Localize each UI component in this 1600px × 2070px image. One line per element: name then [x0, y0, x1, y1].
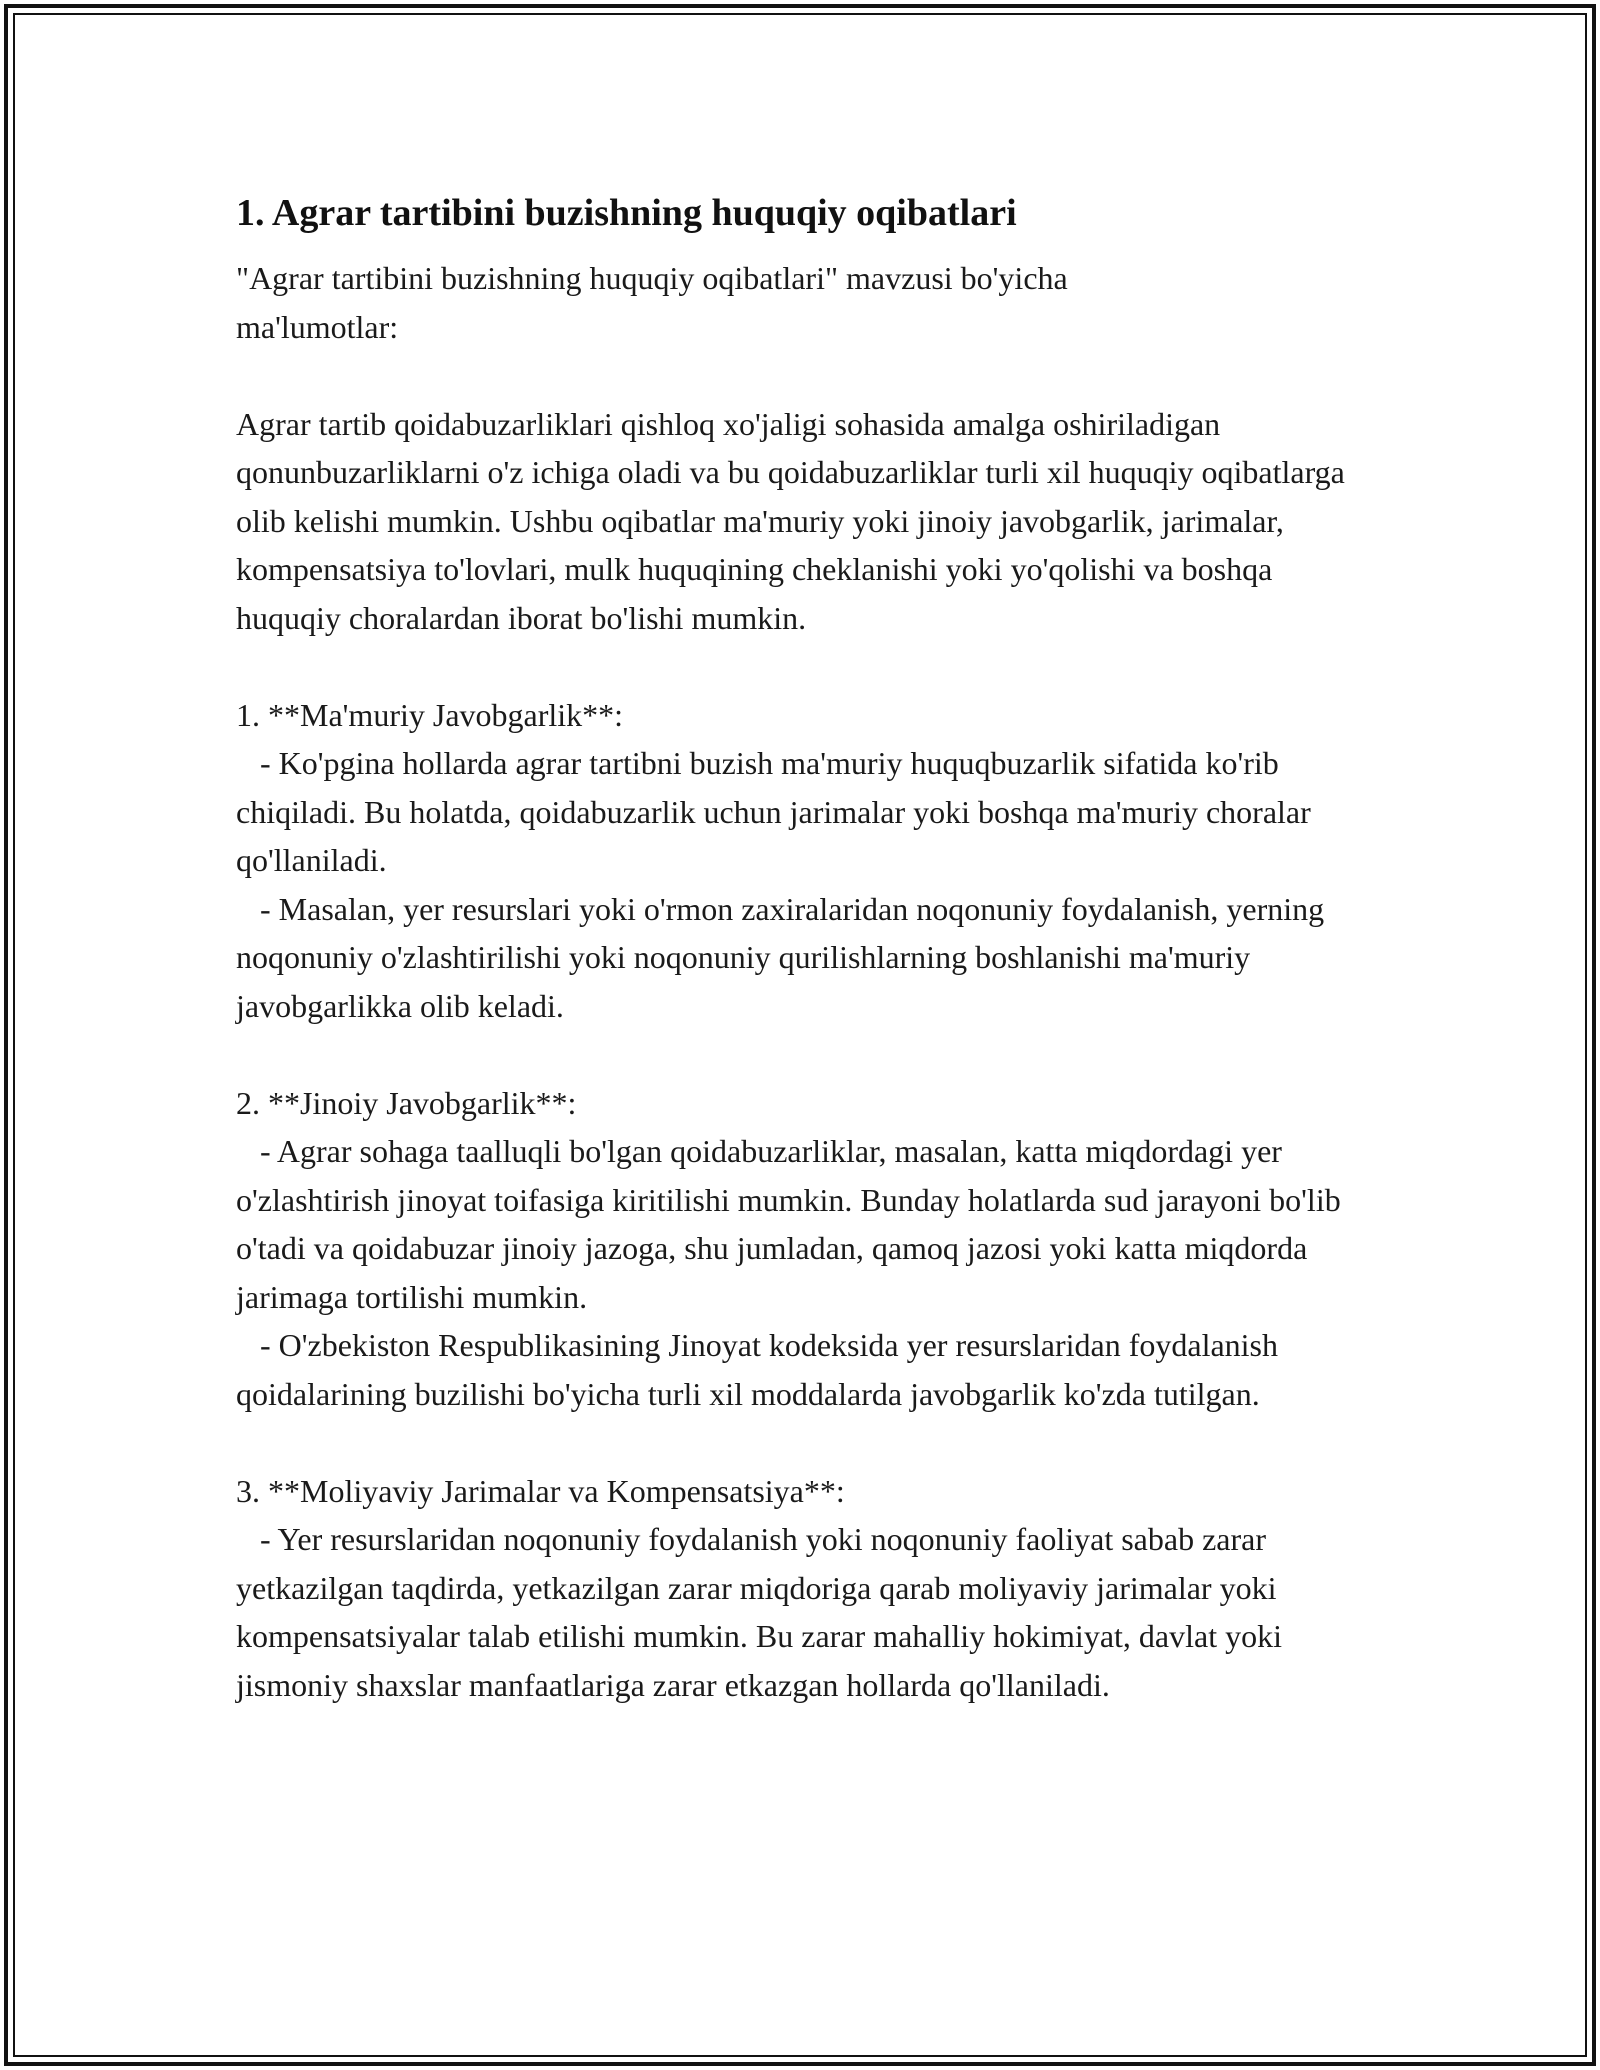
paragraph-gap [236, 351, 1366, 400]
section-bullet: - Agrar sohaga taalluqli bo'lgan qoidabuzarliklar, masalan, katta miqdordagi yer o'zlashtirish jinoyat toifasiga kiritilishi mumkin. Bunday holatlarda sud jarayoni bo'lib o'tadi va qoidabuzar jinoiy jazoga, shu jumladan, qamoq jazosi yoki katta miqdorda jarimaga tortilishi mumkin. [236, 1133, 1349, 1315]
section-financial-penalties [236, 1467, 1366, 1710]
section-bullet: - O'zbekiston Respublikasining Jinoyat kodeksida yer resurslaridan foydalanish qoidalarining buzilishi bo'yicha turli xil moddalarda javobgarlik ko'zda tutilgan. [236, 1327, 1286, 1412]
intro-paragraph: "Agrar tartibini buzishning huquqiy oqibatlari" mavzusi bo'yicha ma'lumotlar: [236, 260, 1076, 345]
paragraph-gap [236, 642, 1366, 691]
section-bullet: - Masalan, yer resurslari yoki o'rmon zaxiralaridan noqonuniy foydalanish, yerning noqonuniy o'zlashtirilishi yoki noqonuniy qurilishlarning boshlanishi ma'muriy javobgarlikka olib keladi. [236, 890, 1333, 1024]
section-criminal-liability [236, 1079, 1366, 1419]
overview-paragraph: Agrar tartib qoidabuzarliklari qishloq xo'jaligi sohasida amalga oshiriladigan qonunbuzarliklarni o'z ichiga oladi va bu qoidabuzarliklar turli xil huquqiy oqibatlarga olib kelishi mumkin. Ushbu oqibatlar ma'muriy yoki jinoiy javobgarlik, jarimalar, kompensatsiya to'lovlari, mulk huquqining cheklanishi yoki yo'qolishi va boshqa huquqiy choralardan iborat bo'lishi mumkin. [236, 405, 1353, 636]
section-administrative-liability [236, 691, 1366, 1031]
section-bullet: - Yer resurslaridan noqonuniy foydalanish yoki noqonuniy faoliyat sabab zarar yetkazilgan taqdirda, yetkazilgan zarar miqdoriga qarab moliyaviy jarimalar yoki kompensatsiyalar talab etilishi mumkin. Bu zarar mahalliy hokimiyat, davlat yoki jismoniy shaxslar manfaatlariga zarar etkazgan hollarda qo'llaniladi. [236, 1521, 1290, 1703]
section-bullet: - Ko'pgina hollarda agrar tartibni buzish ma'muriy huquqbuzarlik sifatida ko'rib chiqiladi. Bu holatda, qoidabuzarlik uchun jarimalar yoki boshqa ma'muriy choralar qo'llaniladi. [236, 745, 1319, 878]
paragraph-gap [236, 1030, 1366, 1079]
paragraph-gap [236, 1418, 1366, 1467]
section-heading: 2. **Jinoiy Javobgarlik**: [236, 1084, 577, 1121]
section-heading: 1. **Ma'muriy Javobgarlik**: [236, 696, 624, 733]
document-title: 1. Agrar tartibini buzishning huquqiy oqibatlari [236, 192, 1017, 234]
document-body [236, 186, 1366, 1709]
section-heading: 3. **Moliyaviy Jarimalar va Kompensatsiya**: [236, 1472, 845, 1509]
